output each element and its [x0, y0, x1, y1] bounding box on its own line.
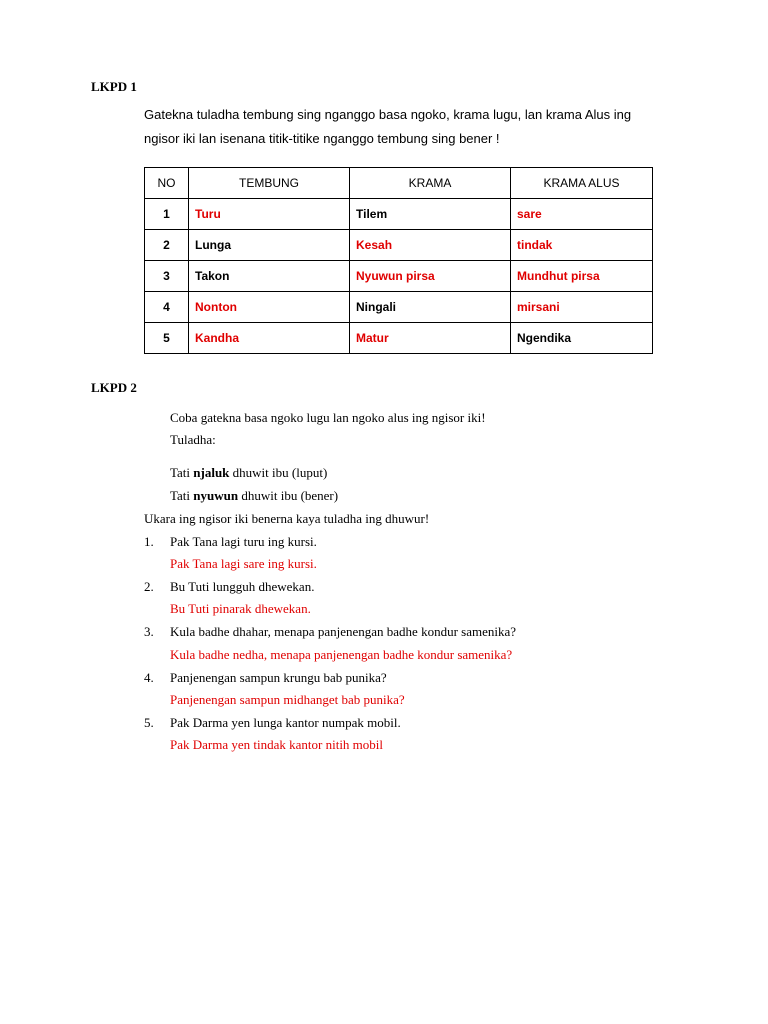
- cell-krama: Ningali: [350, 292, 511, 323]
- table-row: [145, 323, 653, 354]
- cell-krama: Tilem: [350, 199, 511, 230]
- example-right-post: dhuwit ibu (bener): [238, 488, 339, 503]
- item-question: Bu Tuti lungguh dhewekan.: [170, 579, 315, 594]
- cell-tembung: Takon: [189, 261, 350, 292]
- cell-no: 3: [145, 261, 189, 292]
- cell-krama-alus: Mundhut pirsa: [511, 261, 653, 292]
- example-right-pre: Tati: [170, 488, 194, 503]
- item-question: Pak Darma yen lunga kantor numpak mobil.: [170, 715, 401, 730]
- item-number: 4.: [144, 670, 154, 685]
- item-question: Kula badhe dhahar, menapa panjenengan badhe kondur samenika?: [170, 624, 517, 639]
- item-answer: Pak Darma yen tindak kantor nitih mobil: [170, 737, 384, 752]
- cell-krama: Nyuwun pirsa: [350, 261, 511, 292]
- cell-tembung: Nonton: [189, 292, 350, 323]
- cell-krama-alus: Ngendika: [511, 323, 653, 354]
- item-number: 3.: [144, 624, 154, 639]
- item-number: 5.: [144, 715, 154, 730]
- table-row: [145, 230, 653, 261]
- lkpd2-intro: Coba gatekna basa ngoko lugu lan ngoko alus ing ngisor iki!: [170, 410, 486, 425]
- item-number: 1.: [144, 534, 154, 549]
- cell-no: 4: [145, 292, 189, 323]
- vocabulary-table: [144, 167, 653, 354]
- cell-no: 5: [145, 323, 189, 354]
- item-question: Pak Tana lagi turu ing kursi.: [170, 534, 317, 549]
- table-header-row: [145, 168, 653, 199]
- header-tembung: TEMBUNG: [189, 168, 350, 199]
- example-wrong-bold: njaluk: [193, 465, 230, 480]
- item-answer: Bu Tuti pinarak dhewekan.: [170, 601, 311, 616]
- lkpd1-instruction-line2: ngisor iki lan isenana titik-titike nganggo tembung sing bener !: [144, 131, 500, 146]
- header-no: NO: [145, 168, 189, 199]
- item-number: 2.: [144, 579, 154, 594]
- item-question: Panjenengan sampun krungu bab punika?: [170, 670, 387, 685]
- cell-no: 1: [145, 199, 189, 230]
- example-right-bold: nyuwun: [193, 488, 239, 503]
- lkpd2-tuladha: Tuladha:: [170, 432, 216, 447]
- cell-tembung: Turu: [189, 199, 350, 230]
- cell-krama-alus: mirsani: [511, 292, 653, 323]
- example-wrong-post: dhuwit ibu (luput): [229, 465, 328, 480]
- example-right: [170, 488, 338, 504]
- table-row: [145, 261, 653, 292]
- cell-tembung: Kandha: [189, 323, 350, 354]
- cell-krama-alus: sare: [511, 199, 653, 230]
- cell-krama: Matur: [350, 323, 511, 354]
- cell-tembung: Lunga: [189, 230, 350, 261]
- lkpd2-heading: LKPD 2: [91, 380, 137, 395]
- cell-krama-alus: tindak: [511, 230, 653, 261]
- header-krama: KRAMA: [350, 168, 511, 199]
- cell-krama: Kesah: [350, 230, 511, 261]
- lkpd1-heading: LKPD 1: [91, 79, 137, 94]
- example-wrong: [170, 465, 327, 481]
- lkpd1-instruction-line1: Gatekna tuladha tembung sing nganggo basa ngoko, krama lugu, lan krama Alus ing: [144, 107, 632, 122]
- table-row: [145, 292, 653, 323]
- item-answer: Kula badhe nedha, menapa panjenengan badhe kondur samenika?: [170, 647, 513, 662]
- header-krama-alus: KRAMA ALUS: [511, 168, 653, 199]
- cell-no: 2: [145, 230, 189, 261]
- item-answer: Pak Tana lagi sare ing kursi.: [170, 556, 317, 571]
- table-row: [145, 199, 653, 230]
- example-wrong-pre: Tati: [170, 465, 194, 480]
- item-answer: Panjenengan sampun midhanget bab punika?: [170, 692, 405, 707]
- lkpd2-prompt: Ukara ing ngisor iki benerna kaya tuladha ing dhuwur!: [144, 511, 430, 526]
